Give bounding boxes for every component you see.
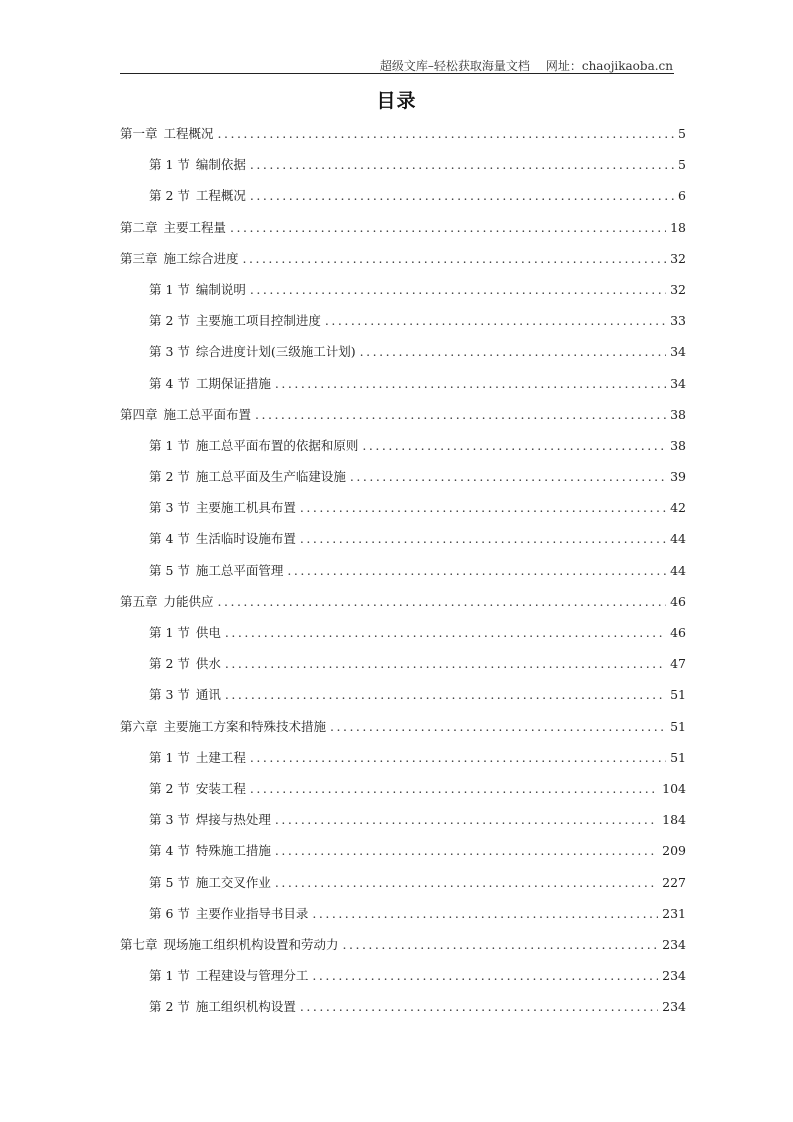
toc-section-entry[interactable]: [120, 742, 686, 773]
toc-entry-title: 土建工程: [195, 749, 246, 765]
toc-entry-number: 第 1 节: [149, 437, 190, 453]
toc-entry-page: 231: [662, 905, 686, 921]
toc-dot-leader: [275, 867, 658, 898]
toc-section-entry[interactable]: [120, 305, 686, 336]
toc-entry-title: 特殊施工措施: [195, 843, 271, 859]
toc-section-entry[interactable]: [120, 960, 686, 991]
toc-entry-number: 第 4 节: [149, 375, 190, 391]
toc-chapter-entry[interactable]: [120, 212, 686, 243]
toc-dot-leader: [287, 555, 666, 586]
toc-dot-leader: [330, 711, 666, 742]
toc-entry-title: 主要施工方案和特殊技术措施: [163, 718, 327, 734]
toc-entry-page: 5: [678, 126, 686, 141]
page-header: [380, 57, 673, 74]
toc-dot-leader: [343, 929, 659, 960]
toc-entry-number: 第 4 节: [149, 531, 190, 547]
toc-entry-title: 编制说明: [195, 281, 246, 297]
toc-entry-page: 227: [662, 874, 686, 890]
toc-dot-leader: [218, 586, 667, 617]
toc-entry-number: 第 5 节: [149, 562, 190, 578]
toc-entry-title: 施工总平面及生产临建设施: [195, 469, 346, 485]
toc-chapter-entry[interactable]: [120, 711, 686, 742]
toc-entry-title: 施工综合进度: [163, 250, 239, 266]
toc-entry-number: 第 3 节: [149, 812, 190, 828]
header-divider: [120, 73, 674, 74]
toc-entry-number: 第 2 节: [149, 188, 190, 204]
toc-dot-leader: [250, 742, 666, 773]
toc-entry-number: 第 3 节: [149, 344, 190, 360]
toc-entry-number: 第 1 节: [149, 968, 190, 984]
toc-dot-leader: [275, 804, 658, 835]
toc-entry-title: 通讯: [195, 687, 221, 703]
toc-dot-leader: [250, 773, 658, 804]
toc-entry-title: 现场施工组织机构设置和劳动力: [163, 936, 339, 952]
toc-entry-page: 46: [670, 625, 686, 640]
toc-entry-title: 综合进度计划(三级施工计划): [195, 344, 356, 360]
toc-entry-title: 施工总平面布置: [163, 406, 252, 422]
toc-section-entry[interactable]: [120, 523, 686, 554]
toc-dot-leader: [300, 492, 666, 523]
toc-section-entry[interactable]: [120, 648, 686, 679]
toc-entry-page: 38: [670, 406, 686, 422]
toc-entry-title: 工程概况: [163, 126, 214, 141]
toc-dot-leader: [250, 149, 674, 180]
toc-entry-number: 第 5 节: [149, 874, 190, 890]
toc-entry-page: 234: [662, 936, 686, 952]
toc-entry-page: 32: [670, 250, 686, 266]
toc-entry-page: 234: [662, 968, 686, 984]
toc-chapter-entry[interactable]: [120, 243, 686, 274]
toc-entry-page: 209: [662, 843, 686, 859]
toc-entry-title: 供水: [195, 656, 221, 672]
toc-entry-page: 5: [678, 157, 686, 173]
toc-entry-title: 主要作业指导书目录: [195, 905, 309, 921]
toc-section-entry[interactable]: [120, 149, 686, 180]
toc-dot-leader: [300, 523, 666, 554]
toc-section-entry[interactable]: [120, 430, 686, 461]
toc-dot-leader: [218, 118, 675, 149]
toc-dot-leader: [250, 180, 674, 211]
toc-entry-number: 第七章: [120, 936, 158, 952]
toc-dot-leader: [350, 461, 666, 492]
toc-entry-title: 主要施工机具布置: [195, 500, 296, 516]
toc-entry-number: 第三章: [120, 250, 158, 266]
toc-dot-leader: [230, 212, 666, 243]
toc-dot-leader: [312, 960, 658, 991]
toc-entry-page: 32: [670, 281, 686, 297]
toc-entry-number: 第 1 节: [149, 157, 190, 173]
toc-entry-page: 44: [670, 562, 686, 578]
header-url-link[interactable]: chaojikaoba.cn: [581, 59, 673, 73]
toc-entry-title: 工程概况: [195, 188, 246, 204]
toc-entry-number: 第 2 节: [149, 469, 190, 485]
toc-entry-page: 51: [670, 749, 686, 765]
toc-entry-page: 51: [670, 687, 686, 703]
toc-entry-number: 第 2 节: [149, 999, 190, 1015]
toc-entry-number: 第 1 节: [149, 749, 190, 765]
toc-dot-leader: [225, 679, 666, 710]
toc-entry-title: 工期保证措施: [195, 375, 271, 391]
toc-entry-page: 104: [662, 780, 686, 796]
toc-entry-number: 第 3 节: [149, 500, 190, 516]
toc-entry-title: 主要工程量: [163, 219, 227, 235]
toc-section-entry[interactable]: [120, 617, 686, 648]
toc-entry-number: 第六章: [120, 718, 158, 734]
toc-entry-title: 施工交叉作业: [195, 874, 271, 890]
toc-entry-page: 47: [670, 656, 686, 672]
toc-entry-page: 42: [670, 500, 686, 516]
toc-dot-leader: [325, 305, 666, 336]
toc-section-entry[interactable]: [120, 898, 686, 929]
toc-section-entry[interactable]: [120, 867, 686, 898]
toc-dot-leader: [360, 336, 666, 367]
page-title: 目录: [376, 90, 417, 112]
toc-dot-leader: [362, 430, 666, 461]
toc-section-entry[interactable]: [120, 804, 686, 835]
toc-entry-number: 第 1 节: [149, 281, 190, 297]
toc-dot-leader: [275, 368, 666, 399]
toc-entry-title: 工程建设与管理分工: [195, 968, 309, 984]
toc-dot-leader: [225, 617, 666, 648]
toc-dot-leader: [225, 648, 666, 679]
toc-entry-number: 第 2 节: [149, 780, 190, 796]
toc-entry-number: 第 2 节: [149, 313, 190, 329]
toc-entry-title: 安装工程: [195, 780, 246, 796]
toc-entry-page: 46: [670, 593, 686, 609]
header-site-name: 超级文库–轻松获取海量文档: [379, 59, 530, 73]
toc-dot-leader: [275, 835, 658, 866]
toc-entry-number: 第 3 节: [149, 687, 190, 703]
toc-entry-number: 第一章: [120, 126, 158, 141]
toc-section-entry[interactable]: [120, 555, 686, 586]
toc-entry-number: 第四章: [120, 406, 158, 422]
toc-section-entry[interactable]: [120, 773, 686, 804]
toc-entry-title: 主要施工项目控制进度: [195, 313, 321, 329]
toc-chapter-entry[interactable]: [120, 399, 686, 430]
toc-section-entry[interactable]: [120, 991, 686, 1022]
toc-entry-number: 第二章: [120, 219, 158, 235]
toc-entry-title: 力能供应: [163, 593, 214, 609]
toc-entry-page: 44: [670, 531, 686, 547]
toc-dot-leader: [243, 243, 667, 274]
toc-entry-number: 第 1 节: [149, 625, 190, 640]
toc-chapter-entry[interactable]: [120, 586, 686, 617]
toc-entry-number: 第五章: [120, 593, 158, 609]
toc-dot-leader: [300, 991, 658, 1022]
toc-section-entry[interactable]: [120, 492, 686, 523]
toc-entry-title: 生活临时设施布置: [195, 531, 296, 547]
toc-entry-number: 第 4 节: [149, 843, 190, 859]
header-url-label: 网址：: [545, 59, 582, 73]
toc-chapter-entry[interactable]: [120, 118, 686, 149]
toc-section-entry[interactable]: [120, 336, 686, 367]
toc-entry-page: 234: [662, 999, 686, 1015]
toc-entry-title: 编制依据: [195, 157, 246, 173]
toc-section-entry[interactable]: [120, 368, 686, 399]
table-of-contents: [120, 118, 686, 1022]
toc-section-entry[interactable]: [120, 274, 686, 305]
toc-entry-page: 184: [662, 812, 686, 828]
toc-section-entry[interactable]: [120, 180, 686, 211]
toc-entry-title: 施工总平面布置的依据和原则: [195, 437, 359, 453]
toc-section-entry[interactable]: [120, 835, 686, 866]
toc-dot-leader: [255, 399, 666, 430]
toc-entry-title: 施工总平面管理: [195, 562, 284, 578]
toc-entry-title: 施工组织机构设置: [195, 999, 296, 1015]
toc-entry-page: 34: [670, 344, 686, 360]
toc-entry-page: 33: [670, 313, 686, 329]
toc-entry-number: 第 2 节: [149, 656, 190, 672]
toc-entry-title: 焊接与热处理: [195, 812, 271, 828]
toc-entry-page: 34: [670, 375, 686, 391]
toc-entry-number: 第 6 节: [149, 905, 190, 921]
toc-section-entry[interactable]: [120, 461, 686, 492]
toc-dot-leader: [312, 898, 658, 929]
toc-entry-page: 51: [670, 718, 686, 734]
toc-entry-page: 18: [670, 219, 686, 235]
toc-section-entry[interactable]: [120, 679, 686, 710]
toc-entry-title: 供电: [195, 625, 221, 640]
toc-chapter-entry[interactable]: [120, 929, 686, 960]
toc-entry-page: 6: [678, 188, 686, 204]
toc-dot-leader: [250, 274, 666, 305]
toc-entry-page: 38: [670, 437, 686, 453]
toc-entry-page: 39: [670, 469, 686, 485]
